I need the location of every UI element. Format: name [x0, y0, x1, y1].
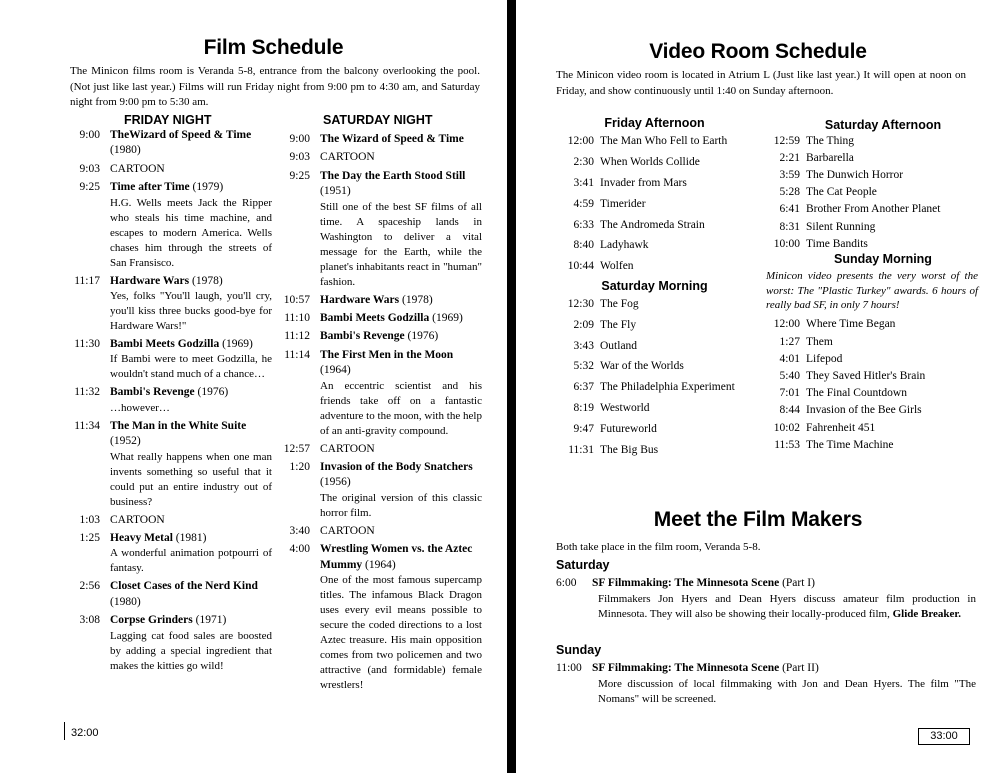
film-year: (1980) [110, 144, 141, 157]
video-time: 6:37 [573, 381, 594, 394]
film-year: (1978) [402, 293, 433, 306]
page-number-right: 33:00 [918, 728, 970, 745]
film-title: Wrestling Women vs. the Aztec Mummy [320, 543, 473, 571]
video-entry [542, 418, 747, 439]
video-title: Barbarella [806, 151, 854, 164]
film-entry [272, 329, 482, 344]
film-title: Bambi's Revenge [320, 330, 405, 343]
film-time: 4:00 [289, 543, 310, 556]
video-entry [758, 367, 978, 384]
cartoon-label: CARTOON [320, 524, 375, 537]
film-entry [272, 524, 482, 539]
video-title: The Man Who Fell to Earth [600, 135, 728, 148]
sunday-morning-note: Minicon video presents the very worst of the worst: The "Plastic Turkey" awards. 6 hours of really bad SF, in only 7 hours! [766, 270, 978, 312]
film-description: One of the most famous supercamp titles. The infamous Black Dragon uses every evil means possible to secure the coded directions to a lost Aztec treasure. His main opposition comes from two policemen and two attractive (and formidable) female wrestlers! [320, 574, 482, 692]
film-year: (1969) [432, 312, 463, 325]
cartoon-label: CARTOON [320, 151, 375, 164]
video-title: Invader from Mars [600, 176, 687, 189]
video-time: 12:30 [567, 297, 594, 310]
video-entry [542, 131, 747, 152]
film-makers-saturday-heading: Saturday [556, 558, 610, 572]
video-time: 2:09 [573, 318, 594, 331]
film-title: The Man in the White Suite [110, 419, 247, 432]
film-makers-saturday-desc: Filmmakers Jon Hyers and Dean Hyers discuss amateur film production in Minnesota. They will also be showing their locally-produced film, [598, 592, 976, 620]
sunday-morning-heading: Sunday Morning [834, 252, 932, 267]
film-time: 2:56 [79, 580, 100, 593]
film-time: 11:32 [74, 386, 100, 399]
film-makers-sunday-time: 11:00 [556, 662, 582, 674]
video-right-column [758, 118, 978, 453]
film-entry [272, 348, 482, 439]
page-number-left: 32:00 [64, 722, 99, 740]
film-year: (1976) [407, 330, 439, 343]
film-time: 11:30 [74, 338, 100, 351]
video-room-title: Video Room Schedule [649, 40, 867, 63]
film-makers-sunday-desc: More discussion of local filmmaking with Jon and Dean Hyers. The film "The Nomans" will be screened. [598, 677, 976, 705]
film-time: 1:25 [79, 532, 100, 545]
film-title: Heavy Metal [110, 532, 173, 545]
saturday-morning-heading: Saturday Morning [601, 278, 708, 293]
film-year: (1980) [110, 595, 141, 608]
video-time: 1:27 [779, 335, 800, 348]
film-entry [272, 132, 482, 147]
film-description: Yes, folks "You'll laugh, you'll cry, you'll kiss three bucks good-bye for Hardware Wars!" [110, 290, 272, 333]
film-year: (1981) [175, 532, 207, 545]
video-entry [758, 436, 978, 453]
film-year: (1951) [320, 185, 351, 198]
film-year: (1971) [195, 614, 227, 627]
video-entry [758, 385, 978, 402]
video-time: 5:40 [779, 369, 800, 382]
video-title: The Philadelphia Experiment [600, 381, 735, 394]
video-entry [542, 377, 747, 398]
video-title: They Saved Hitler's Brain [806, 369, 926, 382]
video-entry [542, 256, 747, 277]
film-makers-intro: Both take place in the film room, Veranda 5-8. [556, 541, 761, 553]
film-title: Time after Time [110, 181, 190, 194]
video-time: 6:33 [573, 218, 594, 231]
film-schedule-intro: The Minicon films room is Veranda 5-8, entrance from the balcony overlooking the pool. (Not just like last year.) Films will run Friday night from 9:00 pm to 4:30 am, and Saturday night from 9:00 pm to 5:30 am. [70, 65, 480, 108]
film-time: 9:25 [79, 181, 100, 194]
film-title: Bambi's Revenge [110, 386, 195, 399]
video-entry [542, 335, 747, 356]
friday-afternoon-list [542, 131, 747, 277]
video-entry [542, 439, 747, 460]
friday-night-heading: FRIDAY NIGHT [124, 113, 212, 127]
video-title: The Time Machine [806, 438, 894, 451]
film-time: 11:14 [284, 348, 310, 361]
film-entry [62, 385, 272, 415]
film-makers-saturday-time: 6:00 [556, 577, 577, 589]
film-makers-sunday-heading: Sunday [556, 643, 602, 657]
film-entry [272, 460, 482, 521]
video-entry [758, 132, 978, 149]
video-time: 7:01 [779, 387, 800, 400]
film-makers-saturday-title: SF Filmmaking: The Minnesota Scene [592, 577, 780, 589]
film-time: 1:03 [79, 513, 100, 526]
film-entry [62, 128, 272, 159]
film-description: Lagging cat food sales are boosted by adding a special ingredient that makes the kitties go wild! [110, 629, 272, 672]
film-title: Corpse Grinders [110, 614, 193, 627]
video-time: 2:30 [573, 156, 594, 169]
film-entry [62, 579, 272, 610]
video-time: 8:19 [573, 401, 594, 414]
film-entry [62, 180, 272, 270]
saturday-afternoon-list [758, 132, 978, 252]
video-time: 4:59 [573, 197, 594, 210]
film-entry [272, 169, 482, 290]
video-title: The Thing [806, 134, 855, 147]
video-time: 10:44 [567, 260, 594, 273]
glide-breaker-title: Glide Breaker. [892, 607, 962, 620]
film-entry [272, 150, 482, 165]
meet-film-makers-title: Meet the Film Makers [653, 508, 863, 531]
sunday-morning-list [758, 316, 978, 454]
video-title: The Cat People [806, 186, 877, 199]
video-title: Where Time Began [806, 318, 896, 331]
film-time: 9:00 [289, 133, 310, 145]
page-gutter [507, 0, 516, 773]
film-year: (1956) [320, 476, 351, 489]
film-year: (1979) [192, 181, 224, 194]
film-entry [62, 419, 272, 510]
video-entry [542, 314, 747, 335]
film-description: H.G. Wells meets Jack the Ripper who steals his time machine, and escapes to modern America. Wells chases him through the streets of San Fransisco. [110, 196, 272, 269]
video-entry [758, 201, 978, 218]
video-title: Wolfen [600, 260, 634, 273]
cartoon-label: CARTOON [110, 162, 165, 175]
film-description: An eccentric scientist and his friends take off on a fantastic adventure to the moon, with the help of an anti-gravity compound. [320, 379, 482, 437]
film-title: Invasion of the Body Snatchers [320, 461, 473, 474]
video-entry [542, 152, 747, 173]
video-title: Time Bandits [806, 237, 868, 250]
film-description: A wonderful animation potpourri of fantasy. [110, 547, 272, 575]
film-entry [62, 337, 272, 382]
video-title: The Big Bus [600, 443, 659, 456]
video-entry [542, 235, 747, 256]
film-time: 9:25 [289, 169, 310, 182]
film-entry [62, 162, 272, 177]
film-time: 12:57 [283, 442, 310, 455]
video-time: 8:31 [779, 220, 800, 233]
film-entry [62, 274, 272, 334]
video-title: Westworld [600, 401, 650, 414]
film-year: (1978) [192, 274, 223, 287]
film-makers-sunday-entry: 11:00 SF Filmmaking: The Minnesota Scene (Part II) More discussion of local filmmaking with Jon and Dean Hyers. The film "The Nomans" will be screened. [556, 662, 976, 705]
video-entry [542, 398, 747, 419]
video-title: Timerider [600, 197, 646, 210]
video-title: The Dunwich Horror [806, 168, 904, 181]
film-description: The original version of this classic horror film. [320, 491, 482, 519]
video-time: 10:02 [773, 421, 800, 434]
video-title: Fahrenheit 451 [806, 421, 876, 434]
film-description: Still one of the best SF films of all time. A spaceship lands in Washington to deliver a vital message for the Earth, while the planet's inhabitants react in "human" fashion. [320, 200, 482, 288]
film-title: Bambi Meets Godzilla [110, 338, 220, 351]
film-title: The First Men in the Moon [320, 348, 454, 361]
video-time: 12:00 [773, 318, 800, 331]
video-entry [758, 316, 978, 333]
video-entry [758, 350, 978, 367]
video-title: The Fly [600, 318, 637, 331]
video-title: Lifepod [806, 352, 843, 365]
video-title: Invasion of the Bee Girls [806, 404, 922, 417]
film-time: 11:10 [284, 312, 310, 325]
video-title: The Final Countdown [806, 387, 907, 400]
film-schedule-title: Film Schedule [203, 36, 344, 59]
video-title: Futureworld [600, 422, 657, 435]
film-makers-sunday-title: SF Filmmaking: The Minnesota Scene [592, 662, 780, 674]
film-time: 9:03 [289, 151, 310, 164]
video-time: 4:01 [779, 352, 800, 365]
cartoon-label: CARTOON [320, 442, 375, 455]
saturday-night-list [272, 132, 482, 696]
film-time: 11:34 [74, 419, 100, 432]
video-time: 10:00 [773, 237, 800, 250]
video-time: 8:44 [779, 404, 800, 417]
video-entry [758, 149, 978, 166]
friday-afternoon-heading: Friday Afternoon [604, 116, 705, 130]
saturday-morning-list [542, 294, 747, 460]
film-time: 9:00 [79, 129, 100, 141]
video-time: 12:00 [567, 135, 594, 148]
film-title: TheWizard of Speed & Time [110, 129, 252, 141]
video-entry [758, 218, 978, 235]
film-title: Closet Cases of the Nerd Kind [110, 580, 258, 593]
film-title: Hardware Wars [110, 274, 190, 287]
video-title: Them [806, 335, 833, 348]
video-time: 9:47 [573, 422, 594, 435]
film-entry [272, 311, 482, 326]
film-time: 10:57 [283, 293, 310, 306]
video-title: War of the Worlds [600, 360, 684, 373]
film-entry [272, 542, 482, 693]
video-title: When Worlds Collide [600, 156, 700, 169]
video-title: Outland [600, 339, 638, 352]
film-entry [62, 531, 272, 576]
film-year: (1964) [320, 364, 351, 377]
film-description: If Bambi were to meet Godzilla, he wouldn't stand much of a chance… [110, 353, 272, 381]
friday-night-list [62, 128, 272, 677]
video-time: 5:32 [573, 360, 594, 373]
video-time: 5:28 [779, 186, 800, 199]
film-time: 1:20 [289, 461, 310, 474]
film-title: Hardware Wars [320, 293, 400, 306]
video-room-intro: The Minicon video room is located in Atrium L (Just like last year.) It will open at noon on Friday, and show continuously until 1:40 on Sunday afternoon. [556, 69, 966, 97]
video-entry [758, 333, 978, 350]
film-entry [62, 613, 272, 673]
video-entry [542, 356, 747, 377]
film-makers-saturday-entry: 6:00 SF Filmmaking: The Minnesota Scene (Part I) Filmmakers Jon Hyers and Dean Hyers discuss amateur film production in Minnesota. They will also be showing their locally-produced film, Glide Breaker. [556, 577, 976, 620]
film-title: The Wizard of Speed & Time [320, 133, 464, 145]
saturday-afternoon-heading: Saturday Afternoon [824, 118, 942, 132]
video-time: 6:41 [779, 203, 800, 216]
video-time: 8:40 [573, 239, 594, 252]
cartoon-label: CARTOON [110, 513, 165, 526]
video-entry [758, 235, 978, 252]
video-title: The Fog [600, 297, 639, 310]
video-entry [542, 193, 747, 214]
saturday-night-heading: SATURDAY NIGHT [323, 113, 433, 127]
video-time: 3:41 [573, 176, 594, 189]
video-time: 3:59 [779, 168, 800, 181]
video-title: The Andromeda Strain [600, 218, 705, 231]
film-time: 3:40 [289, 524, 310, 537]
video-entry [542, 214, 747, 235]
video-entry [542, 173, 747, 194]
video-time: 2:21 [779, 151, 800, 164]
film-time: 11:17 [74, 274, 100, 287]
film-time: 3:08 [79, 614, 100, 627]
video-title: Brother From Another Planet [806, 203, 941, 216]
film-year: (1964) [365, 558, 396, 571]
video-time: 3:43 [573, 339, 594, 352]
film-entry [272, 442, 482, 457]
video-entry [758, 184, 978, 201]
video-entry [758, 166, 978, 183]
film-title: The Day the Earth Stood Still [320, 169, 466, 182]
film-entry [272, 293, 482, 308]
film-time: 9:03 [79, 162, 100, 175]
film-description: What really happens when one man invents something so useful that it could put an entire industry out of business? [110, 450, 272, 508]
film-time: 11:12 [284, 330, 310, 343]
video-time: 11:53 [774, 438, 800, 451]
video-entry [758, 419, 978, 436]
video-left-column [542, 116, 747, 460]
video-title: Silent Running [806, 220, 876, 233]
film-year: (1976) [197, 386, 229, 399]
video-title: Ladyhawk [600, 239, 649, 252]
video-time: 11:31 [568, 443, 594, 456]
film-description: …however… [110, 401, 170, 414]
video-entry [758, 402, 978, 419]
right-page [516, 0, 1000, 773]
film-year: (1952) [110, 435, 141, 448]
film-year: (1969) [222, 338, 253, 351]
film-entry [62, 513, 272, 528]
video-entry [542, 294, 747, 315]
film-title: Bambi Meets Godzilla [320, 312, 430, 325]
video-time: 12:59 [773, 134, 800, 147]
